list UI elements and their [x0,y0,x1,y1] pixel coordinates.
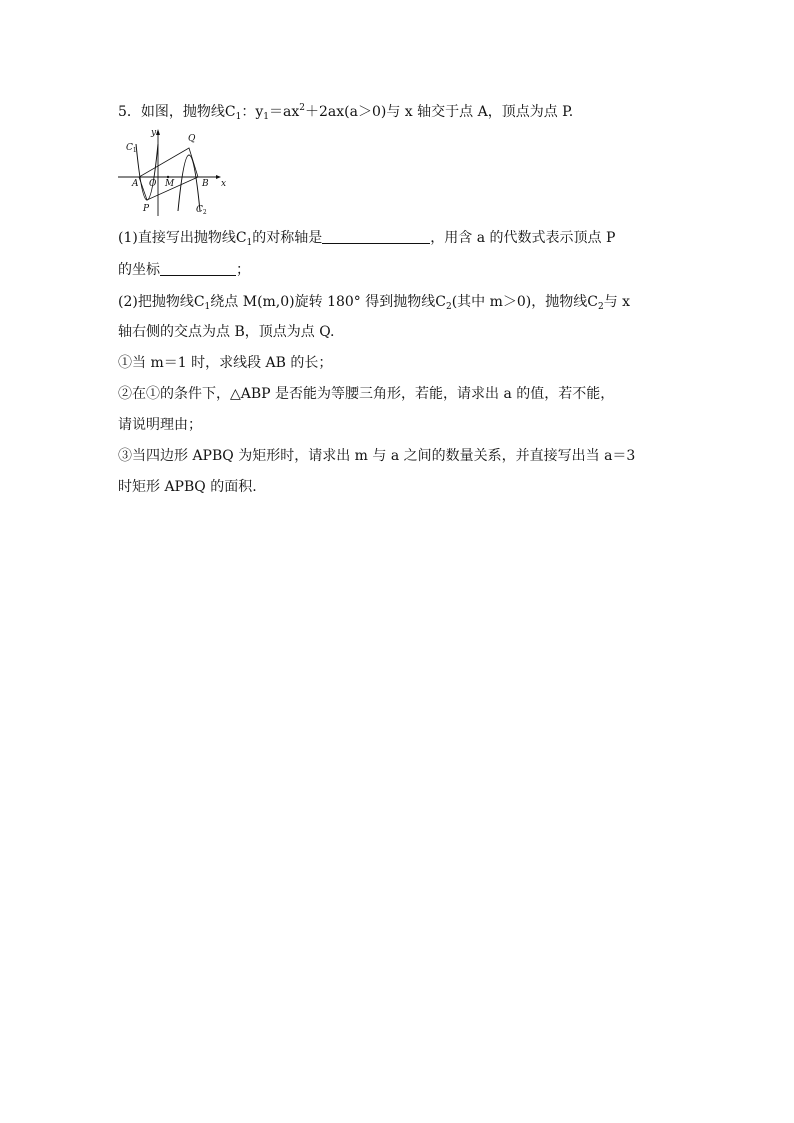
quadrilateral-apbq [139,148,198,200]
parabola-c2 [178,155,200,211]
sub-question-2-line-2: 请说明理由； [118,417,202,433]
question-2-line-1: (2)把抛物线$C_1$绕点 M(m,0)旋转 180° 得到抛物线$C_2$(其中 m＞0)，抛物线$C_2$与 x [118,294,631,312]
question-2-line-2: 轴右侧的交点为点 B，顶点为点 Q. [118,324,335,340]
sub-question-3-line-1: ③当四边形 APBQ 为矩形时，请求出 m 与 a 之间的数量关系，并直接写出当 a＝3 [118,448,636,464]
label-x: x [221,179,226,189]
sub-question-2-line-1: ②在①的条件下，△ABP 是否能为等腰三角形，若能，请求出 a 的值，若不能， [118,386,615,402]
y-axis-arrow [156,129,160,135]
answer-blank-vertex[interactable] [160,261,236,276]
answer-blank-axis[interactable] [322,229,430,244]
label-b: B [202,179,209,189]
problem-number: 5． [118,104,141,120]
label-q: Q [188,134,196,144]
question-1-line-2: 的坐标 ； [118,262,250,278]
question-1-line-1: (1)直接写出抛物线$C_1$的对称轴是 ，用含 a 的代数式表示顶点 P [118,230,616,248]
problem-intro: 5．如图，抛物线$C_1$：$y_1=ax^2+2ax(a>0)$与 x 轴交于点 A，顶点为点 P. [118,103,574,122]
sub-question-3-line-2: 时矩形 APBQ 的面积. [118,479,257,495]
label-y: y [151,128,157,138]
label-p: P [143,204,150,214]
label-c2: $C_2$ [196,205,207,216]
label-a: A [132,179,139,189]
parabola-figure [118,126,226,218]
parabola-diagram [118,126,226,218]
label-o: O [149,179,157,189]
sub-question-1: ①当 m＝1 时，求线段 AB 的长； [118,355,333,371]
label-c1: $C_1$ [126,143,137,154]
label-m: M [165,179,175,189]
point-m [167,176,169,178]
